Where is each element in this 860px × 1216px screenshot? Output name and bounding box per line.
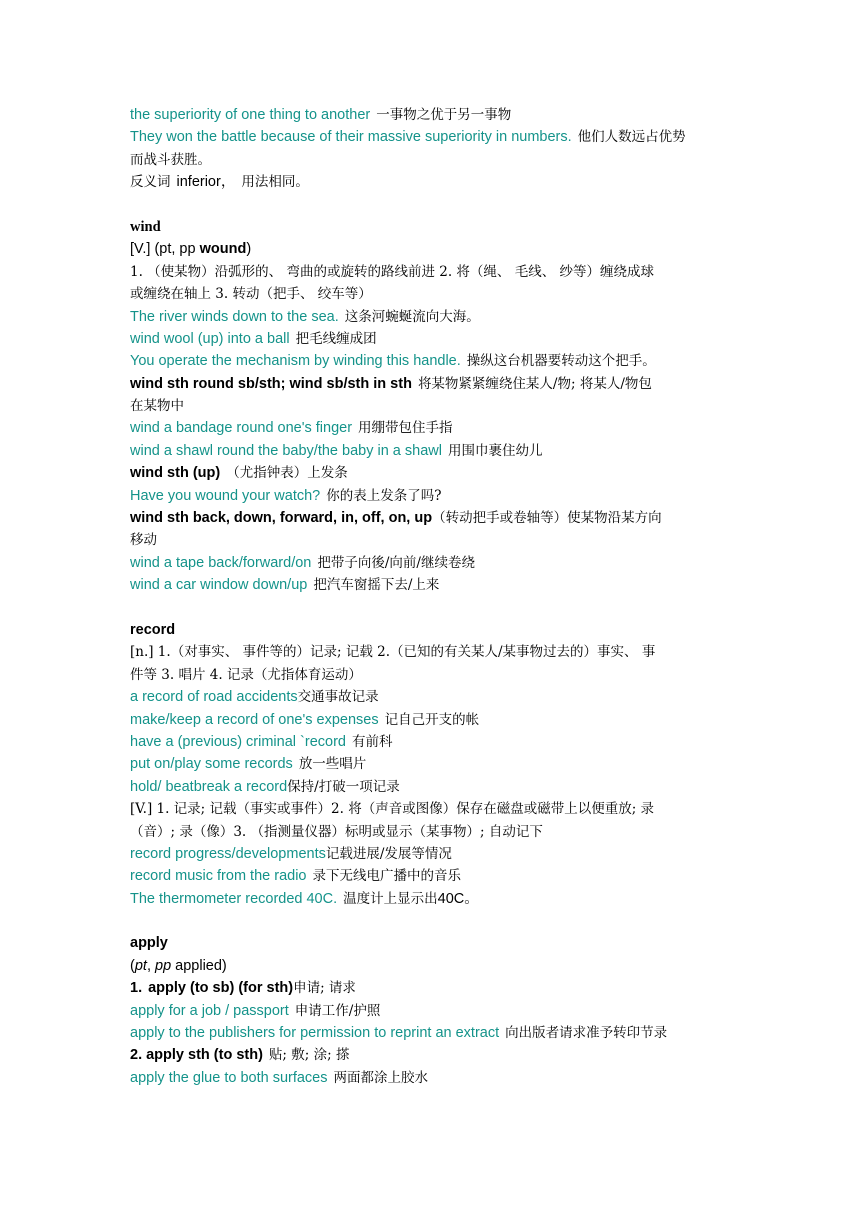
example-chinese: 把毛线缠成团	[295, 330, 377, 347]
example-chinese: 记载进展/发展等情况	[325, 845, 452, 862]
example-line	[130, 1067, 740, 1089]
example-line	[130, 753, 740, 775]
example-english: apply the glue to both surfaces	[130, 1069, 328, 1086]
example-english: record progress/developments	[130, 845, 326, 862]
example-line	[130, 843, 740, 865]
forms-suffix: )	[246, 241, 252, 258]
definition-line	[130, 821, 740, 843]
example-chinese: 两面都涂上胶水	[333, 1069, 428, 1086]
entry-headword: wind	[130, 218, 161, 235]
definition-line	[130, 261, 740, 283]
example-english: wind a shawl round the baby/the baby in a shawl	[130, 442, 442, 459]
phrase-line	[130, 529, 740, 551]
forms-pt: pt	[134, 957, 147, 974]
example-line	[130, 865, 740, 887]
example-chinese: 录下无线电广播中的音乐	[312, 868, 461, 885]
example-english: record music from the radio	[130, 868, 307, 885]
example-line	[130, 709, 740, 731]
example-english: Have you wound your watch?	[130, 487, 321, 504]
entry-headword: record	[130, 621, 176, 638]
example-english: apply to the publishers for permission to reprint an extract	[130, 1025, 500, 1042]
example-chinese: 他们人数远占优势	[577, 129, 686, 146]
example-chinese: 温度计上显示出	[343, 890, 438, 907]
definition-text: [V.] 1. 记录; 记载（事实或事件）2. 将（声音或图像）保存在磁盘或磁带上以便重放; 录	[130, 801, 655, 818]
example-line	[130, 417, 740, 439]
sense-number: 1.	[130, 980, 143, 997]
example-line	[130, 306, 740, 328]
definition-line	[130, 641, 740, 663]
phrase-chinese: （尤指钟表）上发条	[226, 465, 348, 482]
sense-phrase: apply (to sb) (for sth)	[148, 980, 294, 997]
example-english: make/keep a record of one's expenses	[130, 711, 379, 728]
forms-prefix: [V.] (pt, pp	[130, 241, 200, 258]
forms-rest: applied)	[171, 957, 227, 974]
example-line	[130, 731, 740, 753]
definition-text: （音）; 录（像）3. （指测量仪器）标明或显示（某事物）; 自动记下	[130, 823, 543, 840]
definition-line	[130, 664, 740, 686]
example-chinese: 把汽车窗摇下去/上来	[313, 577, 440, 594]
example-line	[130, 776, 740, 798]
example-line	[130, 1022, 740, 1044]
example-chinese: 向出版者请求准予转印节录	[505, 1025, 668, 1042]
example-line	[130, 686, 740, 708]
example-english: hold/ beatbreak a record	[130, 778, 288, 795]
definition-line	[130, 798, 740, 820]
example-english: wind wool (up) into a ball	[130, 330, 290, 347]
example-english: wind a tape back/forward/on	[130, 554, 312, 571]
phrase-text: wind sth (up)	[130, 465, 221, 482]
phrase-chinese: 在某物中	[130, 398, 184, 415]
entry-headword-line	[130, 932, 740, 954]
document-page	[130, 104, 740, 1089]
example-english: The river winds down to the sea.	[130, 308, 339, 325]
definition-text: 1. （使某物）沿弧形的、 弯曲的或旋转的路线前进 2. 将（绳、 毛线、 纱等）缠绕成球	[130, 263, 655, 280]
example-english: put on/play some records	[130, 756, 293, 773]
phrase-line	[130, 395, 740, 417]
example-chinese: 放一些唱片	[298, 756, 367, 773]
example-line	[130, 104, 740, 126]
sense-chinese: 申请; 请求	[293, 980, 356, 997]
entry-headword-line	[130, 216, 740, 238]
forms-comma: ,	[146, 957, 155, 974]
example-line	[130, 149, 740, 171]
example-line	[130, 328, 740, 350]
sense-phrase: 2. apply sth (to sth)	[130, 1047, 263, 1064]
definition-text: [n.] 1.（对事实、 事件等的）记录; 记载 2.（已知的有关某人/某事物过去的）事实、 事	[130, 644, 656, 661]
example-chinese: 交通事故记录	[297, 689, 379, 706]
example-line	[130, 574, 740, 596]
example-line	[130, 888, 740, 910]
example-chinese-value: 40C。	[437, 890, 479, 907]
example-line	[130, 552, 740, 574]
example-english: wind a bandage round one's finger	[130, 420, 353, 437]
sense-line	[130, 1044, 740, 1066]
example-english: apply for a job / passport	[130, 1002, 289, 1019]
sense-chinese: 贴; 敷; 涂; 搽	[268, 1047, 350, 1064]
antonym-line	[130, 171, 740, 193]
example-english: You operate the mechanism by winding this handle.	[130, 353, 461, 370]
forms-pp: pp	[155, 957, 172, 974]
verb-forms-line	[130, 955, 740, 977]
verb-forms-line	[130, 238, 740, 260]
example-chinese: 操纵这台机器要转动这个把手。	[466, 353, 656, 370]
example-english: have a (previous) criminal `record	[130, 733, 346, 750]
phrase-chinese: （转动把手或卷轴等）使某物沿某方向	[432, 510, 662, 527]
phrase-line	[130, 507, 740, 529]
example-chinese: 一事物之优于另一事物	[376, 107, 512, 123]
antonym-word: inferior，	[176, 174, 236, 191]
antonym-note: 用法相同。	[241, 174, 309, 191]
example-english: the superiority of one thing to another	[130, 107, 371, 123]
example-chinese: 把带子向後/向前/继续卷绕	[317, 554, 475, 571]
example-chinese: 保持/打破一项记录	[287, 778, 400, 795]
forms-open: (	[130, 957, 135, 974]
example-english: wind a car window down/up	[130, 577, 308, 594]
example-chinese: 你的表上发条了吗?	[326, 487, 442, 504]
example-line	[130, 440, 740, 462]
example-chinese: 而战斗获胜。	[130, 151, 211, 168]
forms-bold: wound	[199, 241, 247, 258]
entry-headword-line	[130, 619, 740, 641]
example-chinese: 用围巾裹住幼儿	[447, 442, 543, 459]
phrase-chinese: 移动	[130, 532, 157, 549]
example-english: a record of road accidents	[130, 689, 298, 706]
example-line	[130, 485, 740, 507]
phrase-text: wind sth round sb/sth; wind sb/sth in sth	[130, 375, 412, 392]
entry-headword: apply	[130, 935, 168, 952]
antonym-label: 反义词	[130, 174, 171, 191]
example-line	[130, 350, 740, 372]
example-english: They won the battle because of their massive superiority in numbers.	[130, 129, 572, 146]
phrase-line	[130, 373, 740, 395]
example-chinese: 用绷带包住手指	[358, 420, 453, 437]
example-chinese: 这条河蜿蜒流向大海。	[344, 308, 480, 325]
example-chinese: 记自己开支的帐	[384, 711, 480, 728]
example-chinese: 申请工作/护照	[294, 1002, 381, 1019]
definition-line	[130, 283, 740, 305]
example-english: The thermometer recorded 40C.	[130, 890, 338, 907]
sense-line	[130, 977, 740, 999]
example-chinese: 有前科	[351, 733, 393, 750]
example-line	[130, 1000, 740, 1022]
definition-text: 件等 3. 唱片 4. 记录（尤指体育运动）	[130, 666, 362, 683]
definition-text: 或缠绕在轴上 3. 转动（把手、 绞车等）	[130, 286, 372, 303]
example-line	[130, 126, 740, 148]
phrase-text: wind sth back, down, forward, in, off, on, up	[130, 510, 433, 527]
phrase-line	[130, 462, 740, 484]
phrase-chinese: 将某物紧紧缠绕住某人/物; 将某人/物包	[417, 375, 652, 392]
